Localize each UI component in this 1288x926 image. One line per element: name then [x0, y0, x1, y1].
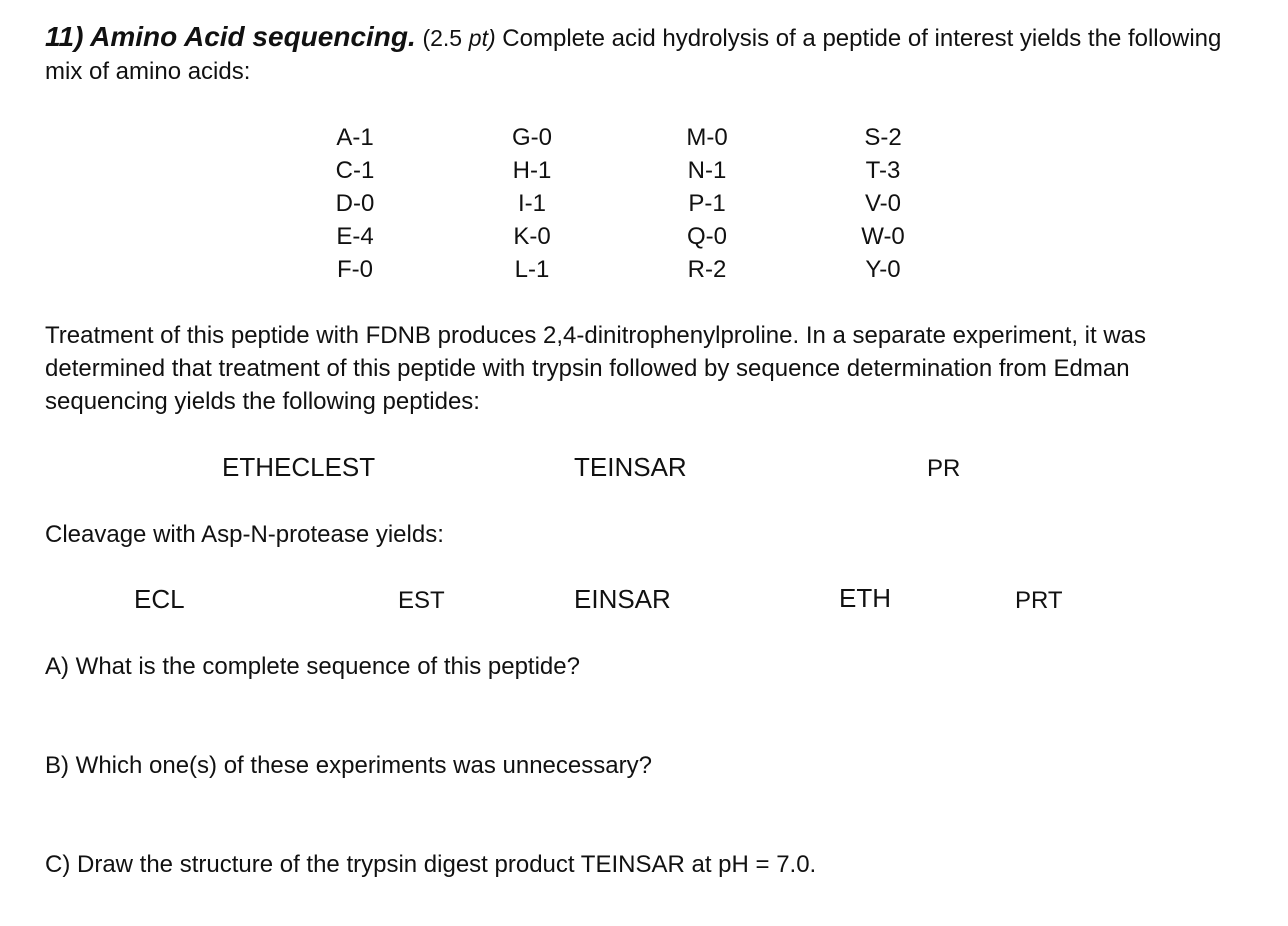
composition-entry: N-1 [687, 157, 727, 184]
composition-column [662, 121, 752, 286]
composition-entry: Q-0 [686, 223, 727, 250]
composition-entry: F-0 [337, 256, 373, 283]
composition-entry: R-2 [687, 256, 727, 283]
composition-entry: A-1 [336, 124, 374, 151]
trypsin-fragment: PR [927, 455, 961, 482]
composition-entry: K-0 [513, 223, 551, 250]
question-intro [45, 20, 1245, 88]
asp-n-fragment: ECL [134, 584, 185, 614]
composition-entry: H-1 [512, 157, 552, 184]
intro-text: Complete acid hydrolysis of a peptide of interest yields the following mix of amino acids: [45, 25, 1222, 85]
composition-entry: W-0 [861, 223, 905, 250]
composition-entry: P-1 [688, 190, 726, 217]
composition-column [310, 121, 400, 286]
points-value: (2.5 [422, 25, 463, 51]
question-a: A) What is the complete sequence of this peptide? [45, 653, 580, 680]
trypsin-fragment: TEINSAR [574, 452, 687, 482]
asp-n-fragment: EINSAR [574, 584, 671, 614]
composition-entry: Y-0 [865, 256, 901, 283]
question-c: C) Draw the structure of the trypsin digest product TEINSAR at pH = 7.0. [45, 851, 817, 878]
composition-entry: T-3 [865, 157, 901, 184]
asp-n-label: Cleavage with Asp-N-protease yields: [45, 521, 444, 548]
question-title: 11) Amino Acid sequencing. [45, 21, 416, 52]
trypsin-fragment: ETHECLEST [222, 452, 376, 482]
composition-entry: V-0 [864, 190, 902, 217]
composition-entry: I-1 [517, 190, 546, 217]
asp-n-fragment: ETH [839, 583, 891, 613]
composition-entry: L-1 [514, 256, 550, 283]
asp-n-fragment: EST [398, 587, 445, 614]
composition-column [838, 121, 928, 286]
composition-entry: E-4 [336, 223, 374, 250]
asp-n-fragment: PRT [1015, 587, 1063, 614]
composition-entry: S-2 [864, 124, 902, 151]
composition-entry: D-0 [335, 190, 375, 217]
points-unit: pt) [468, 25, 496, 51]
composition-column [487, 121, 577, 286]
question-b: B) Which one(s) of these experiments was unnecessary? [45, 752, 652, 779]
composition-entry: C-1 [335, 157, 375, 184]
composition-entry: G-0 [511, 124, 552, 151]
fdnb-paragraph: Treatment of this peptide with FDNB produces 2,4-dinitrophenylproline. In a separate experiment, it was determined that treatment of this peptide with trypsin followed by sequence determination from Edman sequencing yields the following peptides: [45, 322, 1146, 415]
composition-entry: M-0 [686, 124, 728, 151]
